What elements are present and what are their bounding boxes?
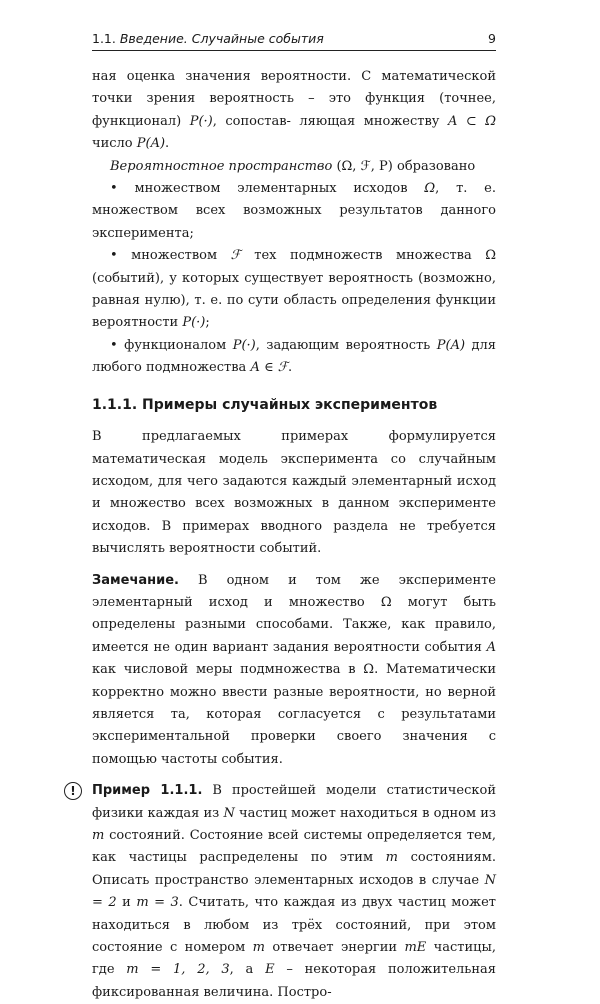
header-section-title: Введение. Случайные события <box>119 31 324 46</box>
page-number: 9 <box>488 31 496 46</box>
math: (Ω, ℱ, P) <box>336 158 393 174</box>
text: , а <box>229 962 266 978</box>
bullet-item <box>92 245 496 335</box>
math: P(·) <box>232 337 256 353</box>
math: P(A) <box>436 337 466 353</box>
text: . <box>287 360 293 376</box>
running-header <box>92 31 496 51</box>
text: частиц может находиться в одном из <box>234 805 496 821</box>
text: образовано <box>392 158 476 174</box>
math: ℱ <box>230 248 241 264</box>
math: P(A) <box>136 136 166 152</box>
math: P(·) <box>182 315 206 331</box>
paragraph-examples-intro: В предлагаемых примерах формулируется математическая модель эксперимента со случайным исходом, для чего задаются каждый элементарный исход и множество всех возможных в данном эксперименте исходов. В примерах вводного раздела не требуется вычислять вероятности событий. <box>92 429 496 557</box>
math: N = 2 <box>92 872 496 911</box>
text: В одном и том же эксперименте элементарный исход и множество Ω могут быть определены разными способами. Также, как правило, имеется не один вариант задания вероятности события <box>92 572 496 655</box>
bullet-item <box>92 335 496 380</box>
text: отвечает энергии <box>264 940 405 956</box>
remark-label: Замечание. <box>92 572 179 588</box>
math: E <box>265 962 275 978</box>
remark <box>92 570 496 772</box>
math: m = 1, 2, 3 <box>126 962 230 978</box>
section-heading: 1.1.1. Примеры случайных экспериментов <box>92 396 438 413</box>
math: mE <box>404 940 427 956</box>
header-rule <box>92 50 496 51</box>
text: и <box>116 895 137 911</box>
text: • множеством <box>110 248 231 264</box>
term: Вероятностное пространство <box>110 158 333 174</box>
exclamation-icon: ! <box>64 782 82 800</box>
math: P(·) <box>189 113 213 129</box>
math: A <box>486 639 496 655</box>
text: ; <box>205 315 210 331</box>
text: . Считать, что каждая из двух частиц может находиться в любом из трёх состояний, при этом состояние с номером <box>92 895 496 956</box>
paragraph-intro <box>92 66 496 156</box>
example <box>70 780 496 1004</box>
text: число <box>92 136 137 152</box>
math: m <box>385 850 398 866</box>
math: A ∈ ℱ <box>250 360 288 376</box>
text: частицы, где <box>92 940 496 978</box>
text: , задающим вероятность <box>255 337 437 353</box>
math: A ⊂ Ω <box>447 113 496 129</box>
text: • множеством элементарных исходов <box>110 181 425 197</box>
text: ляющая множеству <box>299 113 448 129</box>
text: вероятность – это функция (точнее, функционал) <box>92 91 496 129</box>
text: ная оценка значения вероятности. С математической точки зрения <box>92 69 496 107</box>
paragraph-prob-space <box>92 156 496 178</box>
example-label: Пример 1.1.1. <box>92 783 203 799</box>
text: – некоторая положительная фиксированная величина. Постро- <box>92 962 496 1000</box>
header-section-number: 1.1. <box>92 31 116 46</box>
text: состояний. Состояние всей системы определяется тем, как частицы распределены по этим <box>92 828 496 866</box>
math: m <box>92 828 105 843</box>
math: N <box>223 805 235 821</box>
header-section <box>92 31 324 46</box>
text: состояниям. Описать пространство элементарных исходов в случае <box>92 850 496 888</box>
text: . <box>165 136 170 152</box>
math: m <box>252 940 265 956</box>
text: тех подмножеств множества Ω (событий), у которых существует вероятность (возможно, равная нулю), т. е. по сути область определения функции вероятности <box>92 248 496 331</box>
text: • функционалом <box>110 337 233 353</box>
bullet-item <box>92 178 496 245</box>
text: В простейшей модели статистической физики каждая из <box>92 783 496 821</box>
text: , сопостав- <box>212 113 291 129</box>
text: для любого подмножества <box>92 337 496 376</box>
math: m = 3 <box>136 895 179 911</box>
text: как числовой меры подмножества в Ω. Математически корректно можно ввести разные вероятности, но верной является та, которая согласуется с результатами экспериментальной проверки своего значения с помощью частоты события. <box>92 662 496 767</box>
text: , т. е. множеством всех возможных результатов данного эксперимента; <box>92 181 497 241</box>
page-body <box>70 66 497 1004</box>
math: Ω <box>424 181 436 197</box>
